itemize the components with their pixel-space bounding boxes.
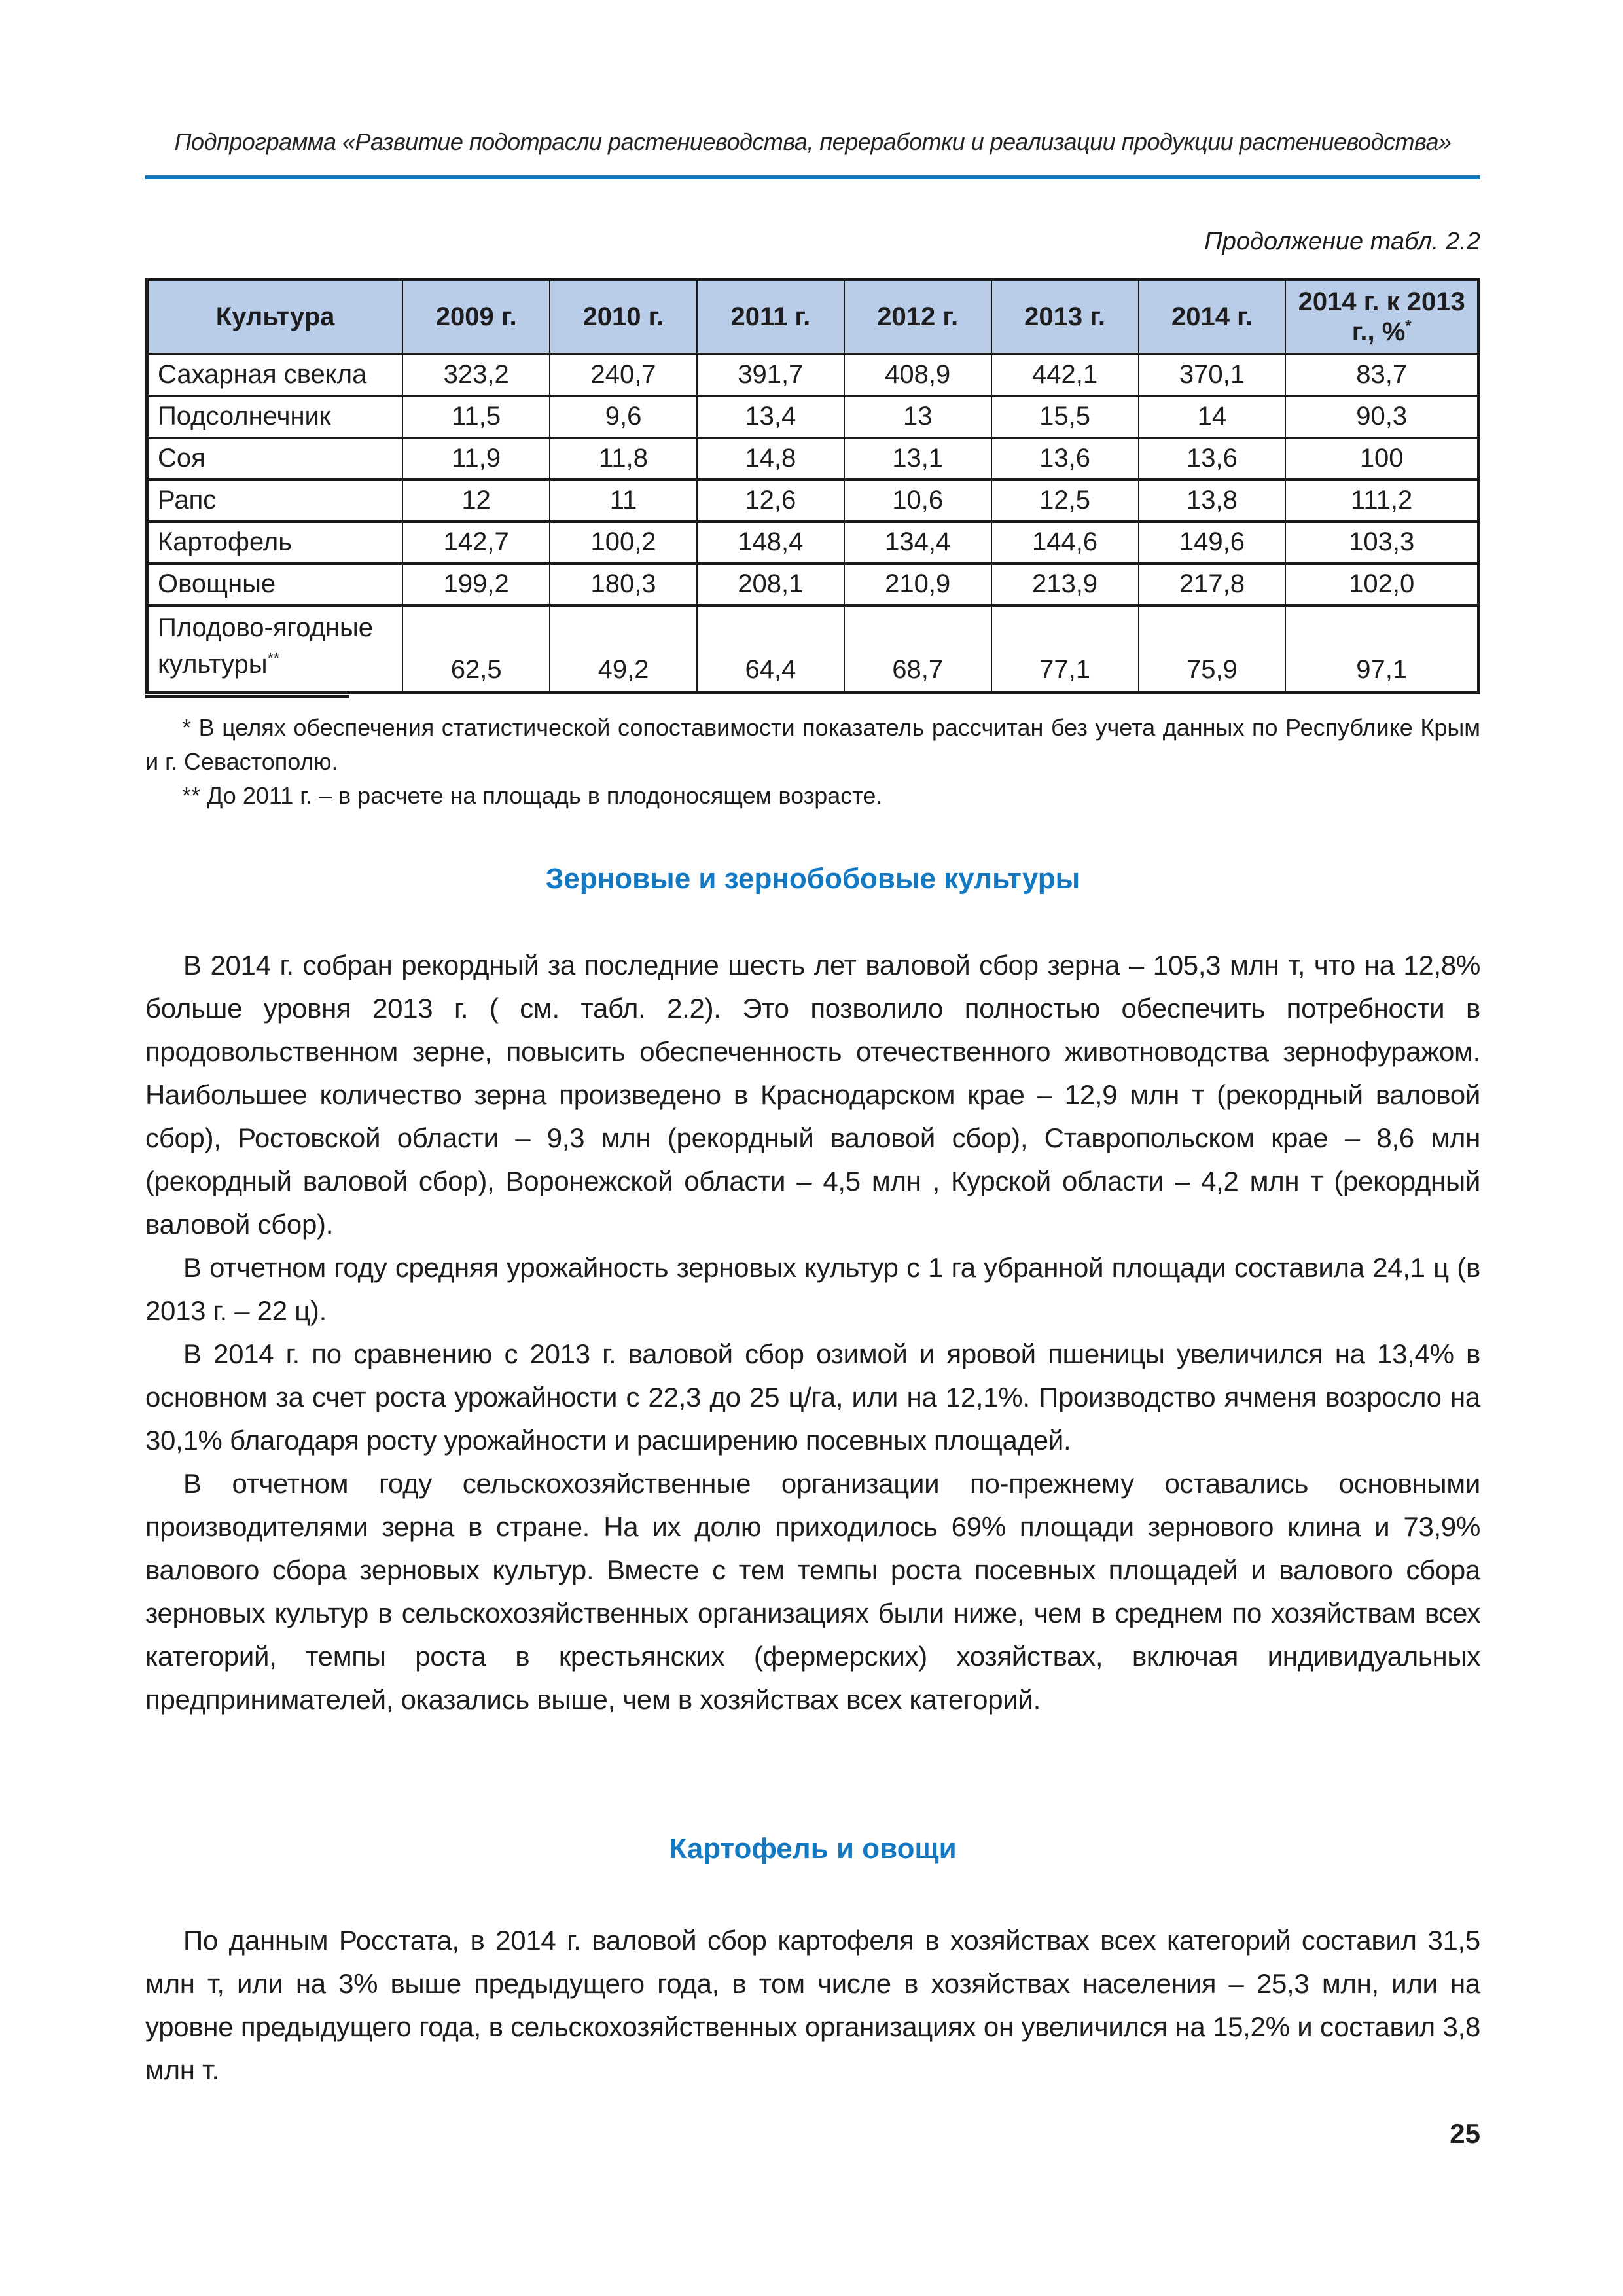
table-cell — [147, 605, 403, 693]
table-cell: 100 — [1285, 438, 1478, 480]
table-cell: 11,9 — [402, 438, 550, 480]
table-cell: 15,5 — [991, 396, 1139, 438]
column-header-ratio-text: 2014 г. к 2013 г., % — [1298, 287, 1465, 346]
table-cell: 90,3 — [1285, 396, 1478, 438]
table-cell: 9,6 — [550, 396, 697, 438]
table-cell: 144,6 — [991, 522, 1139, 564]
table-cell: Соя — [147, 438, 403, 480]
table-cell: 208,1 — [697, 564, 844, 605]
table-cell: 13 — [844, 396, 991, 438]
table-cell: 13,6 — [991, 438, 1139, 480]
table-cell: 12,5 — [991, 480, 1139, 522]
table-row-soy — [147, 438, 1479, 480]
table-cell: 68,7 — [844, 605, 991, 693]
table-cell: 217,8 — [1139, 564, 1286, 605]
section-body-grain — [145, 944, 1480, 1721]
header-rule-divider — [145, 175, 1480, 179]
table-continuation-caption: Продолжение табл. 2.2 — [1204, 228, 1480, 255]
table-cell: 13,1 — [844, 438, 991, 480]
table-cell: 64,4 — [697, 605, 844, 693]
section-heading-grain: Зерновые и зернобобовые культуры — [545, 863, 1080, 895]
table-cell: 213,9 — [991, 564, 1139, 605]
footnote: ** До 2011 г. – в расчете на площадь в плодоносящем возрасте. — [182, 782, 883, 809]
table-row-fruit-berry — [147, 605, 1479, 693]
page-number: 25 — [1450, 2118, 1480, 2149]
table-cell: 12,6 — [697, 480, 844, 522]
paragraph: В отчетном году сельскохозяйственные организации по-прежнему оставались основными производителями зерна в стране. На их долю приходилось 69% площади зернового клина и 73,9% валового сбора зерновых культур. Вместе с тем темпы роста посевных площадей и валового сбора зерновых культур в сельскохозяйственных организациях были ниже, чем в среднем по хозяйствам всех категорий, темпы роста в крестьянских (фермерских) хозяйствах, включая индивидуальных предпринимателей, оказались выше, чем в хозяйствах всех категорий. — [145, 1468, 1480, 1715]
table-cell: Овощные — [147, 564, 403, 605]
column-header-2011: 2011 г. — [697, 279, 844, 354]
footnote-marker: * — [1405, 317, 1412, 335]
table-cell: 391,7 — [697, 354, 844, 396]
table-cell: Подсолнечник — [147, 396, 403, 438]
table-cell: 11,5 — [402, 396, 550, 438]
table-cell: 14,8 — [697, 438, 844, 480]
table-cell: Картофель — [147, 522, 403, 564]
table-cell: 323,2 — [402, 354, 550, 396]
table-cell: 49,2 — [550, 605, 697, 693]
column-header-2009: 2009 г. — [402, 279, 550, 354]
footnote-divider — [145, 695, 349, 698]
column-header-2014: 2014 г. — [1139, 279, 1286, 354]
paragraph: В 2014 г. по сравнению с 2013 г. валовой сбор озимой и яровой пшеницы увеличился на 13,4% в основном за счет роста урожайности с 22,3 до 25 ц/га, или на 12,1%. Производство ячменя возросло на 30,1% благодаря росту урожайности и расширению посевных площадей. — [145, 1338, 1480, 1456]
table-row-sugar-beet — [147, 354, 1479, 396]
table-cell: 97,1 — [1285, 605, 1478, 693]
table-cell: 199,2 — [402, 564, 550, 605]
table-cell: 148,4 — [697, 522, 844, 564]
column-header-crop: Культура — [147, 279, 403, 354]
table-cell: 210,9 — [844, 564, 991, 605]
table-cell: Рапс — [147, 480, 403, 522]
table-cell: 83,7 — [1285, 354, 1478, 396]
paragraph: В отчетном году средняя урожайность зерновых культур с 1 га убранной площади составила 24,1 ц (в 2013 г. – 22 ц). — [145, 1252, 1480, 1326]
table-row-sunflower — [147, 396, 1479, 438]
column-header-ratio — [1285, 279, 1478, 354]
table-cell: 408,9 — [844, 354, 991, 396]
column-header-2013: 2013 г. — [991, 279, 1139, 354]
running-header: Подпрограмма «Развитие подотрасли растениеводства, переработки и реализации продукции растениеводства» — [174, 128, 1452, 155]
table-cell: 13,6 — [1139, 438, 1286, 480]
table-cell: 180,3 — [550, 564, 697, 605]
section-heading-potato: Картофель и овощи — [669, 1833, 957, 1865]
paragraph: В 2014 г. собран рекордный за последние шесть лет валовой сбор зерна – 105,3 млн т, что на 12,8% больше уровня 2013 г. ( см. табл. 2.2). Это позволило полностью обеспечить потребности в продовольственном зерне, повысить обеспеченность отечественного животноводства зернофуражом. Наибольшее количество зерна произведено в Краснодарском крае – 12,9 млн т (рекордный валовой сбор), Ростовской области – 9,3 млн (рекордный валовой сбор), Ставропольском крае – 8,6 млн (рекордный валовой сбор), Воронежской области – 4,5 млн , Курской области – 4,2 млн т (рекордный валовой сбор). — [145, 950, 1480, 1240]
table-cell: Сахарная свекла — [147, 354, 403, 396]
table-cell: 370,1 — [1139, 354, 1286, 396]
paragraph: По данным Росстата, в 2014 г. валовой сбор картофеля в хозяйствах всех категорий составил 31,5 млн т, или на 3% выше предыдущего года, в том числе в хозяйствах населения – 25,3 млн, или на уровне предыдущего года, в сельскохозяйственных организациях он увеличился на 15,2% и составил 3,8 млн т. — [145, 1925, 1480, 2085]
table-cell: 134,4 — [844, 522, 991, 564]
table-row-potato — [147, 522, 1479, 564]
table-cell: 14 — [1139, 396, 1286, 438]
table-cell: 77,1 — [991, 605, 1139, 693]
column-header-2010: 2010 г. — [550, 279, 697, 354]
table-cell: 10,6 — [844, 480, 991, 522]
table-cell: 11 — [550, 480, 697, 522]
fruit-row-label: Плодово-ягодные культуры — [158, 613, 374, 679]
table-cell: 111,2 — [1285, 480, 1478, 522]
table-cell: 13,4 — [697, 396, 844, 438]
table-row-rape — [147, 480, 1479, 522]
table-2-2-continuation — [145, 278, 1480, 694]
table-cell: 442,1 — [991, 354, 1139, 396]
table-cell: 75,9 — [1139, 605, 1286, 693]
footnote-marker: ** — [267, 649, 280, 668]
table-row-vegetables — [147, 564, 1479, 605]
table-cell: 11,8 — [550, 438, 697, 480]
table-cell: 13,8 — [1139, 480, 1286, 522]
crops-production-table — [145, 278, 1480, 694]
column-header-2012: 2012 г. — [844, 279, 991, 354]
table-cell: 142,7 — [402, 522, 550, 564]
table-cell: 103,3 — [1285, 522, 1478, 564]
table-cell: 100,2 — [550, 522, 697, 564]
table-cell: 62,5 — [402, 605, 550, 693]
table-cell: 240,7 — [550, 354, 697, 396]
table-cell: 102,0 — [1285, 564, 1478, 605]
table-cell: 12 — [402, 480, 550, 522]
footnote: * В целях обеспечения статистической сопоставимости показатель рассчитан без учета данных по Республике Крым и г. Севастополю. — [145, 714, 1480, 775]
table-cell: 149,6 — [1139, 522, 1286, 564]
footnotes — [145, 711, 1480, 813]
section-body-potato — [145, 1919, 1480, 2092]
table-header-row — [147, 279, 1479, 354]
